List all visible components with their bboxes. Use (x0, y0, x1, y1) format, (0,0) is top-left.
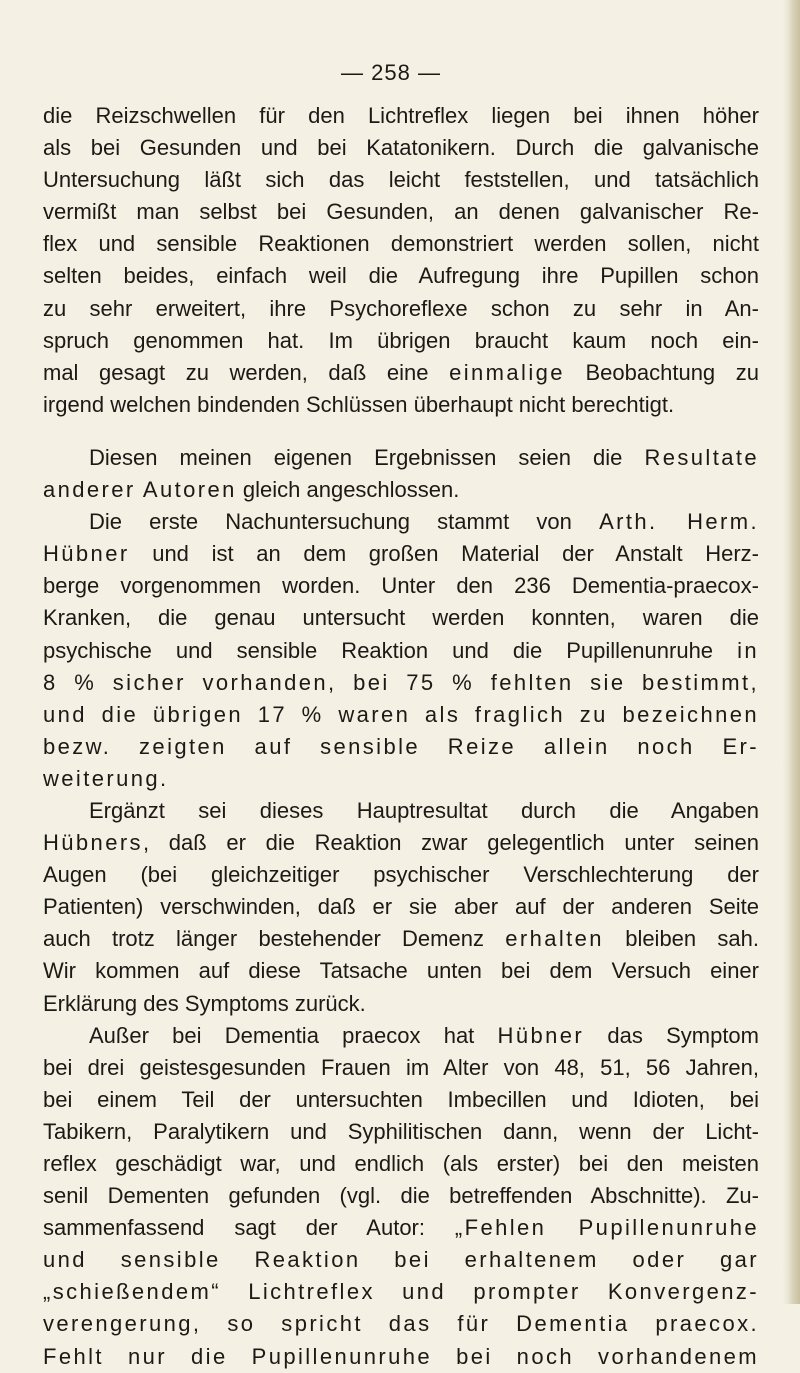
quote-run: „schießendem“ Lichtreflex und prompter Konvergenz- (43, 1279, 759, 1305)
text-line (43, 1020, 759, 1052)
text-line (43, 474, 759, 506)
text-line (43, 1341, 759, 1373)
text-line (43, 506, 759, 538)
text-line (43, 1308, 759, 1340)
text-line (43, 602, 759, 634)
text-line (43, 196, 759, 228)
text-run: die Reizschwellen für den Lichtreflex liegen bei ihnen höher (43, 103, 759, 128)
text-line (43, 1116, 759, 1148)
text-line (43, 538, 759, 570)
text-run: senil Dementen gefunden (vgl. die betreffenden Abschnitte). Zu- (43, 1183, 759, 1209)
text-line (43, 699, 759, 731)
emphasis-run: weiterung. (43, 765, 169, 791)
text-line (43, 988, 759, 1020)
text-run: sammenfassend sagt der Autor: (43, 1215, 455, 1241)
text-run: , daß er die Reaktion zwar gelegentlich unter seinen (142, 830, 759, 856)
emphasis-run: bezw. zeigten auf sensible Reize allein noch Er- (43, 733, 759, 759)
text-line (43, 635, 759, 667)
text-line (43, 164, 759, 196)
text-run: Wir kommen auf diese Tatsache unten bei dem Versuch einer (43, 958, 759, 984)
text-line (43, 442, 759, 474)
text-run: Erklärung des Symptoms zurück. (43, 990, 366, 1016)
text-run: irgend welchen bindenden Schlüssen überhaupt nicht berechtigt. (43, 391, 675, 417)
text-line (43, 891, 759, 923)
text-line (43, 667, 759, 699)
quote-run: und sensible Reaktion bei erhaltenem oder gar (43, 1247, 759, 1273)
text-run: Untersuchung läßt sich das leicht feststellen, und tatsächlich (43, 167, 759, 193)
text-run: spruch genommen hat. Im übrigen braucht kaum noch ein- (43, 327, 759, 353)
text-run: Tabikern, Paralytikern und Syphilitischen dann, wenn der Licht- (43, 1118, 759, 1144)
text-run: Ergänzt sei dieses Hauptresultat durch die Angaben (89, 797, 759, 823)
text-run: bleiben sah. (603, 926, 760, 952)
emphasis-run: erhalten (505, 926, 604, 952)
text-run: als bei Gesunden und bei Katatonikern. Durch die galvanische (43, 135, 759, 161)
text-line (43, 389, 759, 421)
text-line (43, 1276, 759, 1308)
emphasis-run: einmalige (449, 359, 565, 385)
text-line (43, 100, 759, 132)
text-line (43, 923, 759, 955)
text-line (43, 1212, 759, 1244)
text-run: Kranken, die genau untersucht werden konnten, waren die (43, 605, 759, 631)
text-run: zu sehr erweitert, ihre Psychoreflexe schon zu sehr in An- (43, 295, 759, 321)
author-name: Arth. Herm. (599, 509, 759, 535)
text-line (43, 325, 759, 357)
quote-run: verengerung, so spricht das für Dementia praecox. (43, 1311, 759, 1337)
text-line (43, 570, 759, 602)
text-run: mal gesagt zu werden, daß eine (43, 359, 450, 385)
text-run: reflex geschädigt war, und endlich (als erster) bei den meisten (43, 1151, 759, 1176)
text-line (43, 132, 759, 164)
text-run: Patienten) verschwinden, daß er sie aber auf der anderen Seite (43, 894, 759, 920)
text-line (43, 1244, 759, 1276)
text-run: Augen (bei gleichzeitiger psychischer Verschlechterung der (43, 862, 759, 888)
text-run: bei drei geistesgesunden Frauen im Alter von 48, 51, 56 Jahren, (43, 1054, 759, 1080)
page-edge-shadow (782, 0, 800, 1304)
text-line (43, 955, 759, 987)
emphasis-run: 8 % sicher vorhanden, bei 75 % fehlten sie bestimmt, (43, 669, 759, 695)
quote-run: Fehlt nur die Pupillenunruhe bei noch vorhandenem (43, 1343, 759, 1369)
text-line (43, 260, 759, 292)
emphasis-run: anderer Autoren (43, 477, 237, 503)
text-line (43, 1148, 759, 1180)
text-run: gleich angeschlossen. (236, 477, 460, 503)
text-run: selten beides, einfach weil die Aufregung ihre Pupillen schon (43, 263, 759, 289)
text-run: Beobachtung zu (564, 359, 759, 385)
text-run: psychische und sensible Reaktion und die Pupillenunruhe (43, 637, 738, 663)
text-run: auch trotz länger bestehender Demenz (43, 926, 506, 952)
author-name: Hübner (43, 541, 130, 567)
text-run: Die erste Nachuntersuchung stammt von (89, 509, 600, 535)
author-name: Hübner (497, 1022, 585, 1048)
emphasis-run: Resultate (644, 444, 759, 470)
text-run: vermißt man selbst bei Gesunden, an denen galvanischer Re- (43, 199, 759, 225)
page-number: — 258 — (341, 60, 441, 85)
text-run: Diesen meinen eigenen Ergebnissen seien die (89, 444, 645, 470)
text-run: und ist an dem großen Material der Anstalt Herz- (129, 541, 759, 567)
text-line (43, 293, 759, 325)
text-line (43, 763, 759, 795)
text-line (43, 731, 759, 763)
text-line (43, 859, 759, 891)
text-run: das Symptom (584, 1022, 759, 1048)
text-line (43, 827, 759, 859)
body-text (43, 100, 759, 1373)
text-line (43, 1084, 759, 1116)
text-run: bei einem Teil der untersuchten Imbecillen und Idioten, bei (43, 1086, 759, 1112)
text-line (43, 1180, 759, 1212)
text-line (43, 795, 759, 827)
text-run: flex und sensible Reaktionen demonstriert werden sollen, nicht (43, 231, 759, 257)
text-line (43, 357, 759, 389)
text-run: berge vorgenommen worden. Unter den 236 Dementia-praecox- (43, 573, 759, 599)
author-name: Hübners (43, 830, 143, 856)
emphasis-run: in (737, 637, 759, 663)
text-line (43, 1052, 759, 1084)
text-line (43, 228, 759, 260)
quote-run: „Fehlen Pupillenunruhe (454, 1215, 759, 1241)
emphasis-run: und die übrigen 17 % waren als fraglich zu bezeichnen (43, 701, 759, 727)
text-run: Außer bei Dementia praecox hat (89, 1022, 498, 1048)
